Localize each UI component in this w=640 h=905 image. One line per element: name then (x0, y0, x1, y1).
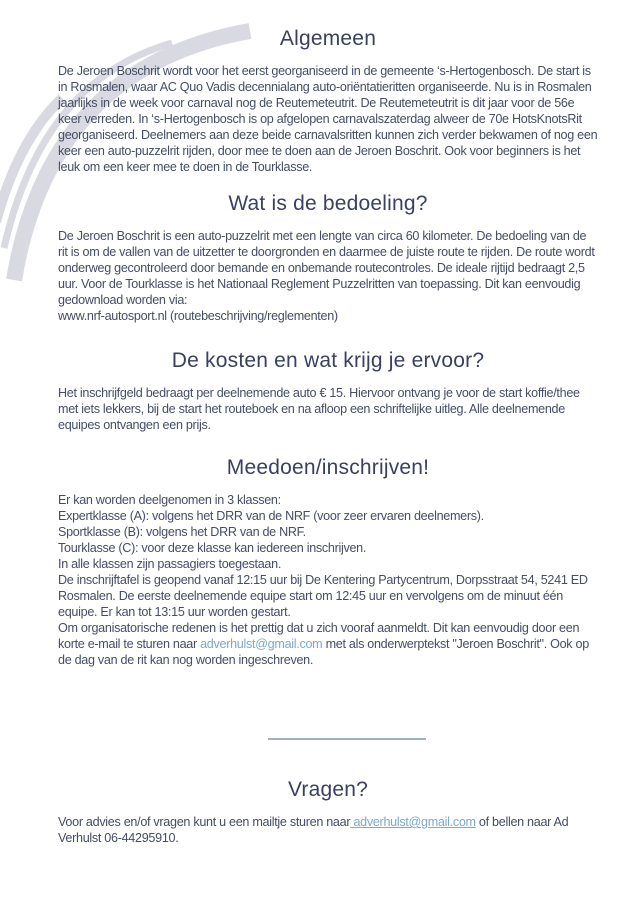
signup-email-link[interactable]: adverhulst@gmail.com (200, 637, 323, 651)
section-title-algemeen: Algemeen (279, 27, 377, 50)
meedoen-tourklasse: Tourklasse (C): voor deze klasse kan iedereen inschrijven. (58, 541, 367, 555)
meedoen-inschrijftafel: De inschrijftafel is geopend vanaf 12:15 uur bij De Kentering Partycentrum, Dorpsstraat 54, 5241 ED Rosmalen. De eerste deelnemende equipe start om 12:45 uur en vervolgens om de minuut één equipe. Er kan tot 13:15 uur worden gestart. (58, 573, 588, 619)
algemeen-paragraph: De Jeroen Boschrit wordt voor het eerst georganiseerd in de gemeente ‘s-Hertogenbosch. De start is in Rosmalen, waar AC Quo Vadis decennialang auto-oriëntatieritten organiseerde. Nu is in Rosmalen jaarlijks in de week voor carnaval nog de Reutemeteutrit. De Reutemeteutrit is dit jaar voor de 56e keer verreden. In ‘s-Hertogenbosch is op afgelopen carnavalszaterdag alweer de 70e HotsKnotsRit georganiseerd. Deelnemers aan deze beide carnavalsritten kunnen zich verder bekwamen of nog een keer een auto-puzzelrit rijden, door mee te doen aan de Jeroen Boschrit. Ook voor beginners is het leuk om een keer mee te doen in de Tourklasse. (58, 64, 598, 174)
contact-email-link[interactable]: adverhulst@gmail.com (350, 815, 476, 829)
section-title-kosten: De kosten en wat krijg je ervoor? (171, 349, 485, 372)
meedoen-paragraph (58, 492, 598, 668)
bedoeling-text: De Jeroen Boschrit is een auto-puzzelrit met een lengte van circa 60 kilometer. De bedoeling van de rit is om de vallen van de uitzetter te doorgronden en daarmee de juiste route te rijden. De route wordt onderweg gecontroleerd door bemande en onbemande routecontroles. De ideale rijtijd bedraagt 2,5 uur. Voor de Tourklasse is het Nationaal Reglement Puzzelritten van toepassing. Dit kan eenvoudig gedownload worden via: (58, 229, 595, 307)
meedoen-aanmelden (58, 620, 598, 668)
bedoeling-paragraph (58, 228, 598, 324)
kosten-paragraph: Het inschrijfgeld bedraagt per deelnemende auto € 15. Hiervoor ontvang je voor de start koffie/thee met iets lekkers, bij de start het routeboek en na afloop een schriftelijke uitleg. Alle deelnemende equipes ontvangen een prijs. (58, 386, 580, 432)
meedoen-sportklasse: Sportklasse (B): volgens het DRR van de NRF. (58, 525, 306, 539)
section-title-vragen: Vragen? (287, 778, 369, 801)
meedoen-passagiers: In alle klassen zijn passagiers toegestaan. (58, 557, 282, 571)
contact-text-after: of bellen naar Ad Verhulst 06-44295910. (58, 815, 569, 845)
meedoen-expertklasse: Expertklasse (A): volgens het DRR van de NRF (voor zeer ervaren deelnemers). (58, 509, 484, 523)
section-divider (58, 738, 598, 740)
meedoen-classes-intro: Er kan worden deelgenomen in 3 klassen: (58, 493, 281, 507)
nrf-website-url: www.nrf-autosport.nl (routebeschrijving/reglementen) (58, 309, 338, 323)
aanmelden-text-after: met als onderwerptekst "Jeroen Boschrit". Ook op de dag van de rit kan nog worden ingeschreven. (58, 637, 589, 667)
section-title-bedoeling: Wat is de bedoeling? (228, 192, 428, 215)
section-title-meedoen: Meedoen/inschrijven! (226, 456, 430, 479)
vragen-paragraph (58, 814, 598, 846)
divider-line (268, 738, 426, 740)
contact-text-before: Voor advies en/of vragen kunt u een mailtje sturen naar (58, 815, 351, 829)
aanmelden-text-before: Om organisatorische redenen is het prettig dat u zich vooraf aanmeldt. Dit kan eenvoudig door een korte e-mail te sturen naar (58, 621, 580, 651)
